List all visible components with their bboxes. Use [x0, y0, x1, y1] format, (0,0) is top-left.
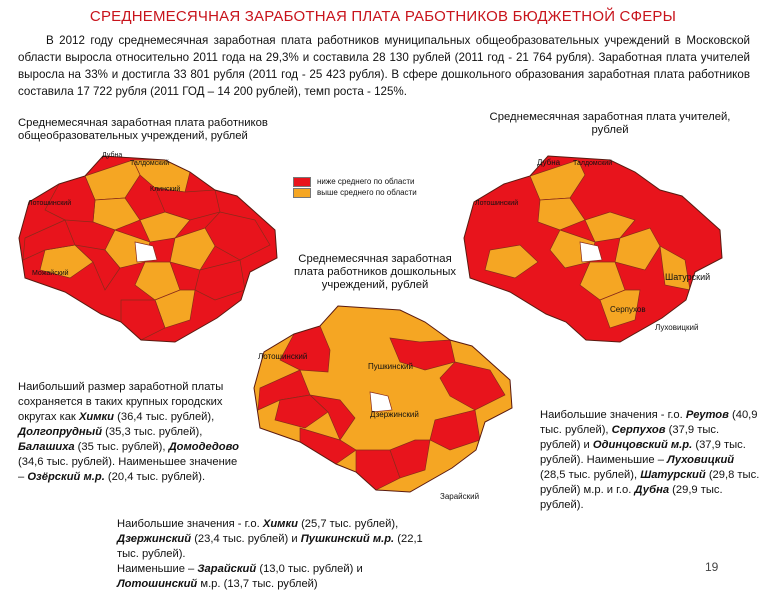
note1-ozyorsky: Озёрский м.р.: [27, 471, 105, 483]
note3-intro: Наибольшие значения - г.о.: [540, 409, 683, 421]
note1-dolgoprudny: Долгопрудный: [18, 426, 103, 438]
map2-label-serpukhov: Серпухов: [610, 305, 646, 314]
map3-label-dzerzhinsky: Дзержинский: [370, 410, 419, 419]
note-preschool: [117, 517, 427, 592]
note3-serpukhov: Серпухов: [611, 424, 666, 436]
note3-odintsovsky: Одинцовский м.р.: [592, 439, 693, 451]
map1-label-taldom: Талдомский: [130, 160, 170, 167]
note2-khimki-val: (25,7 тыс. рублей),: [301, 518, 399, 530]
intro-paragraph: В 2012 году среднемесячная заработная плата работников муниципальных общеобразовательных учреждений в Московской области выросла относительно 2011 года на 29,3% и составила 28 130 рублей (2011 год - 21 764 рубля). Заработная плата учителей выросла на 33% и достигла 33 801 рубля (2011 год - 25 423 рубля). В сфере дошкольного образования заработная плата работников составила 17 722 рубля (2011 ГОД – 14 200 рублей), темп роста - 125%.: [18, 34, 750, 98]
note3-reutov-val: (40,9 тыс. рублей),: [540, 409, 758, 436]
legend-below: [293, 176, 417, 187]
map-preschool: [250, 300, 520, 500]
note1-domodedovo-val: (34,6 тыс. рублей).: [18, 456, 116, 468]
legend-below-label: ниже среднего по области: [317, 177, 415, 186]
map1-label-lotoshino: Лотошинский: [28, 200, 72, 207]
note2-khimki: Химки: [262, 518, 298, 530]
note1-ozyorsky-val: (20,4 тыс. рублей).: [107, 471, 206, 483]
map2-caption: Среднемесячная заработная плата учителей, рублей: [489, 111, 731, 136]
note3-lukhovitsky-val: (28,5 тыс. рублей),: [540, 469, 638, 481]
note1-balashikha: Балашиха: [18, 441, 75, 453]
map2-label-taldom: Талдомский: [573, 160, 613, 167]
note2-intro: Наибольшие значения - г.о.: [117, 518, 260, 530]
map1-label-mozhaysk: Можайский: [32, 270, 69, 277]
note1-intro: Наибольший размер заработной платы сохраняется в таких крупных городских округах как: [18, 381, 224, 423]
note3-shatursky: Шатурский: [640, 469, 706, 481]
legend-swatch-orange: [293, 188, 311, 198]
map3-label-pushkino: Пушкинский: [368, 362, 413, 371]
map1-label-klin: Клинский: [150, 186, 181, 193]
note2-dzerzhinsky: Дзержинский: [117, 533, 192, 545]
map1-label-dubna: Дубна: [102, 152, 123, 159]
note1-khimki-val: (36,4 тыс. рублей),: [117, 411, 215, 423]
note2-dzerzhinsky-val: (23,4 тыс. рублей) и: [194, 533, 298, 545]
note2-pushkinsky-val: (22,1 тыс. рублей).: [117, 533, 423, 560]
legend-above-label: выше среднего по области: [317, 188, 417, 197]
note2-zaraysky: Зарайский: [197, 563, 257, 575]
map3-caption: Среднемесячная заработная плата работников дошкольных учреждений, рублей: [293, 253, 457, 291]
page-number: 19: [705, 560, 719, 574]
map-legend: [293, 176, 417, 198]
note1-balashikha-val: (35 тыс. рублей),: [77, 441, 166, 453]
note1-domodedovo: Домодедово: [168, 441, 239, 453]
note3-reutov: Реутов: [685, 409, 729, 421]
note3-lukhovitsky: Луховицкий: [667, 454, 735, 466]
note3-shatursky-val: (29,8 тыс. рублей) м.р. и г.о.: [540, 469, 760, 496]
map2-label-shatura: Шатурский: [665, 272, 711, 282]
map3-label-zaraysk: Зарайский: [440, 492, 480, 501]
note3-dubna-val: (29,9 тыс. рублей).: [540, 484, 723, 511]
note2-lotoshinsky: Лотошинский: [117, 578, 198, 590]
note3-dubna: Дубна: [634, 484, 670, 496]
note2-zaraysky-val: (13,0 тыс. рублей) и: [259, 563, 363, 575]
map3-label-lotoshino: Лотошинский: [258, 352, 308, 361]
page-title: СРЕДНЕМЕСЯЧНАЯ ЗАРАБОТНАЯ ПЛАТА РАБОТНИКОВ БЮДЖЕТНОЙ СФЕРЫ: [89, 8, 677, 25]
legend-swatch-red: [293, 177, 311, 187]
legend-above: [293, 187, 417, 198]
map2-label-lotoshino: Лотошинский: [475, 200, 519, 207]
note3-odintsovsky-val: (37,9 тыс. рублей).: [540, 439, 746, 466]
note2-pushkinsky: Пушкинский м.р.: [300, 533, 395, 545]
map2-label-dubna: Дубна: [537, 158, 561, 167]
note1-khimki: Химки: [78, 411, 115, 423]
note2-lotoshinsky-val: м.р. (13,7 тыс. рублей): [200, 578, 318, 590]
note-teachers: [540, 408, 760, 513]
note-general-education: [18, 380, 243, 485]
note2-least: Наименьшие –: [117, 563, 195, 575]
map1-caption: Среднемесячная заработная плата работников общеобразовательных учреждений, рублей: [18, 117, 268, 142]
note3-least: Наименьшие –: [586, 454, 664, 466]
note3-serpukhov-val: (37,9 тыс. рублей) и: [540, 424, 720, 451]
map-general-education: [15, 150, 285, 350]
note1-dolgoprudny-val: (35,3 тыс. рублей),: [105, 426, 203, 438]
note1-least: Наименьшее значение –: [18, 456, 238, 483]
map2-label-lukhovitsy: Луховицкий: [655, 323, 699, 332]
